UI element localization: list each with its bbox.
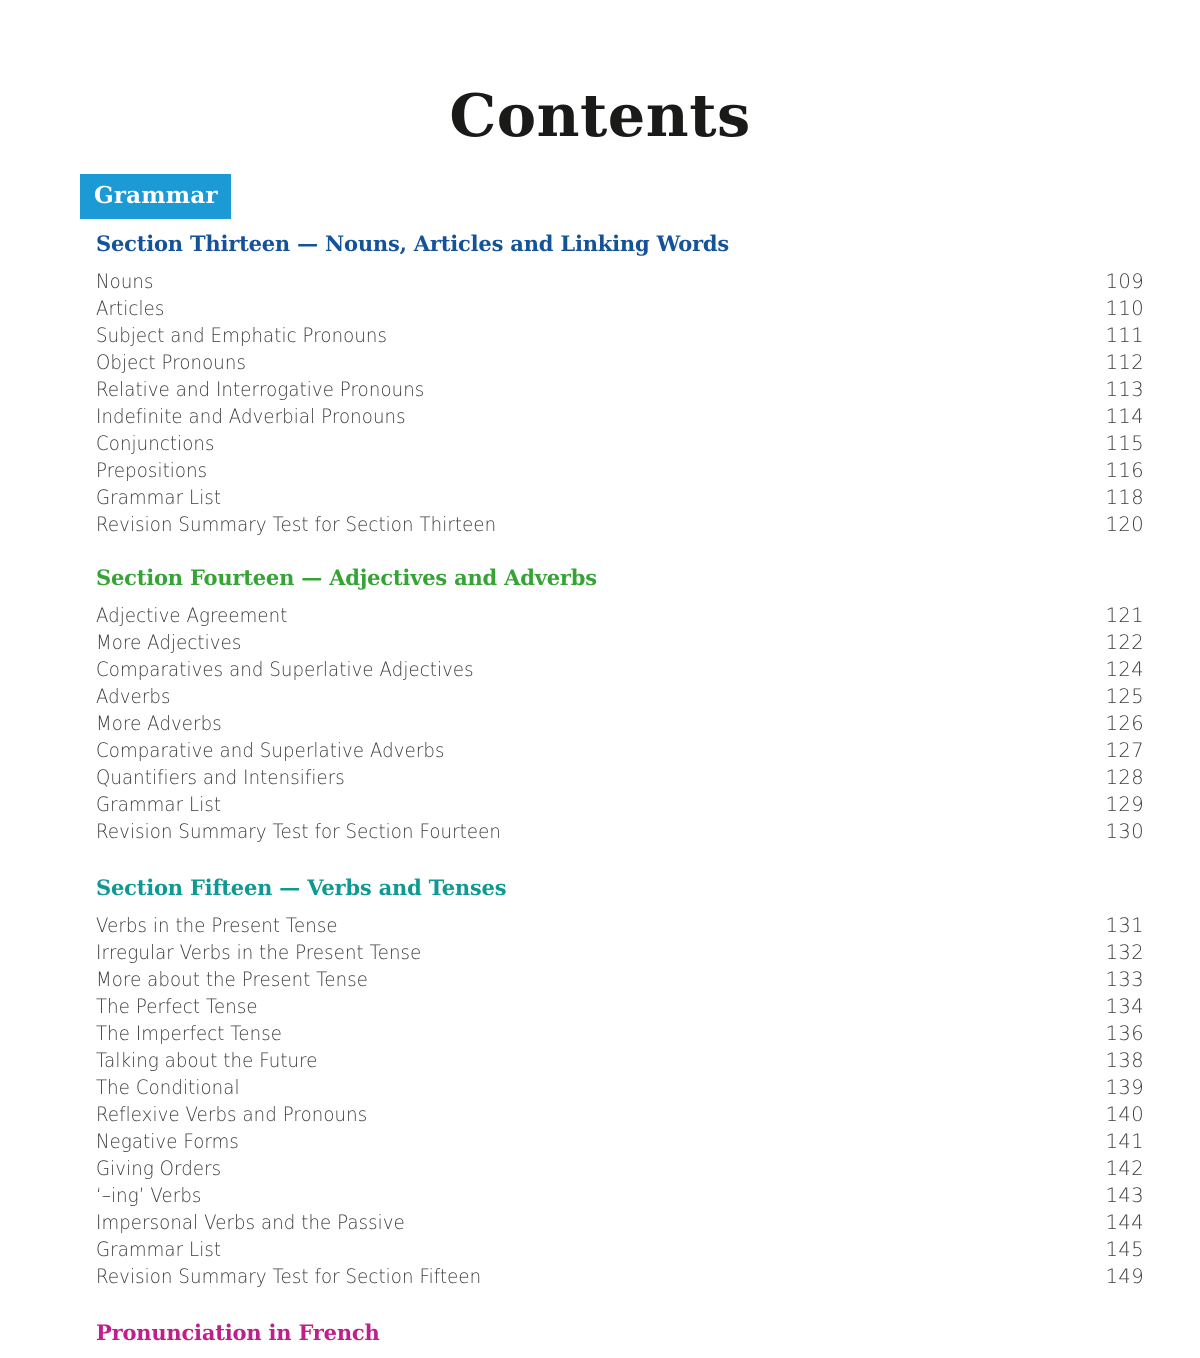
entry-title: Verbs in the Present Tense xyxy=(96,914,338,937)
entry-page-number: 114 xyxy=(1105,405,1144,428)
entry-title: Comparative and Superlative Adverbs xyxy=(96,739,445,762)
entry-page-number: 110 xyxy=(1105,297,1144,320)
leader-dots xyxy=(359,931,1098,932)
entry-page-number: 127 xyxy=(1105,739,1144,762)
entry-title: Quantifiers and Intensifiers xyxy=(96,766,345,789)
leader-dots xyxy=(161,287,1098,288)
entry-page-number: 149 xyxy=(1105,1265,1144,1288)
entry-title: More about the Present Tense xyxy=(96,968,369,991)
contents-section xyxy=(96,565,1144,845)
section-heading: Section Thirteen — Nouns, Articles and Linking Words xyxy=(96,231,730,256)
entry-page-number: 112 xyxy=(1105,351,1144,374)
contents-entry[interactable] xyxy=(96,457,1144,484)
contents-entry[interactable] xyxy=(96,268,1144,295)
entry-page-number: 133 xyxy=(1105,968,1144,991)
entry-title: Reflexive Verbs and Pronouns xyxy=(96,1103,368,1126)
entry-page-number: 124 xyxy=(1105,658,1144,681)
leader-dots xyxy=(219,476,1098,477)
entry-page-number: 113 xyxy=(1105,378,1144,401)
entry-title: Revision Summary Test for Section Fifteen xyxy=(96,1265,482,1288)
entry-page-number: 129 xyxy=(1105,793,1144,816)
contents-entry[interactable] xyxy=(96,629,1144,656)
leader-dots xyxy=(513,1282,1098,1283)
entry-page-number: 122 xyxy=(1105,631,1144,654)
entry-page-number: 111 xyxy=(1105,324,1144,347)
entry-title: Talking about the Future xyxy=(96,1049,318,1072)
page-title: Contents xyxy=(449,80,751,150)
contents-entry[interactable] xyxy=(96,376,1144,403)
leader-dots xyxy=(505,675,1098,676)
entry-title: Nouns xyxy=(96,270,154,293)
contents-entry[interactable] xyxy=(96,484,1144,511)
leader-dots xyxy=(273,1012,1098,1013)
entry-title: Negative Forms xyxy=(96,1130,239,1153)
entry-title: Comparatives and Superlative Adjectives xyxy=(96,658,474,681)
contents-entry[interactable] xyxy=(96,683,1144,710)
entry-title: ‘–ing’ Verbs xyxy=(96,1184,202,1207)
contents-entry[interactable] xyxy=(96,1236,1144,1263)
entry-page-number: 141 xyxy=(1105,1130,1144,1153)
category-badge-row xyxy=(80,174,231,219)
leader-dots xyxy=(431,1228,1098,1229)
contents-entry[interactable] xyxy=(96,1209,1144,1236)
contents-entry[interactable] xyxy=(96,349,1144,376)
leader-dots xyxy=(452,395,1098,396)
contents-entry[interactable] xyxy=(96,939,1144,966)
section-heading: Section Fourteen — Adjectives and Adverbs xyxy=(96,565,597,590)
leader-dots xyxy=(449,958,1098,959)
section-entry-list xyxy=(96,602,1144,845)
entry-page-number: 115 xyxy=(1105,432,1144,455)
leader-dots xyxy=(412,341,1098,342)
contents-entry[interactable] xyxy=(96,430,1144,457)
entry-title: Giving Orders xyxy=(96,1157,222,1180)
entry-page-number: 143 xyxy=(1105,1184,1144,1207)
entry-title: Impersonal Verbs and the Passive xyxy=(96,1211,405,1234)
contents-entry[interactable] xyxy=(96,322,1144,349)
entry-title: Subject and Emphatic Pronouns xyxy=(96,324,388,347)
leader-dots xyxy=(173,314,1098,315)
leader-dots xyxy=(260,368,1098,369)
contents-entry[interactable] xyxy=(96,966,1144,993)
entry-page-number: 145 xyxy=(1105,1238,1144,1261)
contents-section xyxy=(96,231,1144,538)
leader-dots xyxy=(305,621,1098,622)
leader-dots xyxy=(337,1066,1098,1067)
contents-entry[interactable] xyxy=(96,1074,1144,1101)
entry-title: Indefinite and Adverbial Pronouns xyxy=(96,405,406,428)
entry-page-number: 131 xyxy=(1105,914,1144,937)
entry-title: The Imperfect Tense xyxy=(96,1022,283,1045)
entry-page-number: 125 xyxy=(1105,685,1144,708)
section-heading: Pronunciation in French xyxy=(96,1320,380,1345)
entry-page-number: 139 xyxy=(1105,1076,1144,1099)
contents-entry[interactable] xyxy=(96,1155,1144,1182)
entry-page-number: 109 xyxy=(1105,270,1144,293)
entry-title: Relative and Interrogative Pronouns xyxy=(96,378,425,401)
entry-page-number: 142 xyxy=(1105,1157,1144,1180)
entry-title: More Adverbs xyxy=(96,712,222,735)
leader-dots xyxy=(432,422,1098,423)
leader-dots xyxy=(234,1174,1098,1175)
entry-title: Grammar List xyxy=(96,1238,222,1261)
leader-dots xyxy=(474,756,1098,757)
entry-title: Revision Summary Test for Section Fourteen xyxy=(96,820,501,843)
entry-title: Conjunctions xyxy=(96,432,215,455)
entry-page-number: 116 xyxy=(1105,459,1144,482)
entry-page-number: 138 xyxy=(1105,1049,1144,1072)
section-heading: Section Fifteen — Verbs and Tenses xyxy=(96,875,507,900)
entry-page-number: 130 xyxy=(1105,820,1144,843)
leader-dots xyxy=(529,530,1098,531)
leader-dots xyxy=(234,1255,1098,1256)
entry-title: Revision Summary Test for Section Thirteen xyxy=(96,513,497,536)
contents-entry[interactable] xyxy=(96,656,1144,683)
leader-dots xyxy=(234,810,1098,811)
entry-title: Object Pronouns xyxy=(96,351,247,374)
leader-dots xyxy=(534,837,1098,838)
leader-dots xyxy=(299,1039,1098,1040)
entry-page-number: 140 xyxy=(1105,1103,1144,1126)
contents-entry[interactable] xyxy=(96,295,1144,322)
contents-entry[interactable] xyxy=(96,1020,1144,1047)
entry-page-number: 118 xyxy=(1105,486,1144,509)
leader-dots xyxy=(253,1147,1098,1148)
section-entry-list xyxy=(96,268,1144,538)
entry-title: Prepositions xyxy=(96,459,208,482)
entry-page-number: 121 xyxy=(1105,604,1144,627)
contents-entry[interactable] xyxy=(96,818,1144,845)
contents-entry[interactable] xyxy=(96,1263,1144,1290)
entry-title: The Conditional xyxy=(96,1076,240,1099)
contents-entry[interactable] xyxy=(96,710,1144,737)
entry-page-number: 126 xyxy=(1105,712,1144,735)
contents-entry[interactable] xyxy=(96,993,1144,1020)
entry-page-number: 132 xyxy=(1105,941,1144,964)
entry-title: Adjective Agreement xyxy=(96,604,288,627)
contents-list xyxy=(96,231,1144,1357)
contents-section xyxy=(96,1320,1144,1346)
entry-title: Grammar List xyxy=(96,793,222,816)
leader-dots xyxy=(179,702,1098,703)
entry-page-number: 136 xyxy=(1105,1022,1144,1045)
leader-dots xyxy=(367,783,1098,784)
entry-title: Grammar List xyxy=(96,486,222,509)
contents-entry[interactable] xyxy=(96,791,1144,818)
contents-section xyxy=(96,875,1144,1290)
leader-dots xyxy=(226,449,1098,450)
entry-title: The Perfect Tense xyxy=(96,995,258,1018)
contents-entry[interactable] xyxy=(96,1182,1144,1209)
entry-title: Adverbs xyxy=(96,685,171,708)
leader-dots xyxy=(391,1120,1098,1121)
contents-entry[interactable] xyxy=(96,511,1144,538)
contents-entry[interactable] xyxy=(96,912,1144,939)
entry-title: Articles xyxy=(96,297,165,320)
leader-dots xyxy=(255,648,1098,649)
section-entry-list xyxy=(96,912,1144,1290)
entry-page-number: 144 xyxy=(1105,1211,1144,1234)
entry-title: More Adjectives xyxy=(96,631,242,654)
entry-title: Irregular Verbs in the Present Tense xyxy=(96,941,422,964)
leader-dots xyxy=(212,1201,1098,1202)
contents-entry[interactable] xyxy=(96,602,1144,629)
entry-page-number: 128 xyxy=(1105,766,1144,789)
leader-dots xyxy=(234,729,1098,730)
contents-entry[interactable] xyxy=(96,1047,1144,1074)
entry-page-number: 120 xyxy=(1105,513,1144,536)
contents-entry[interactable] xyxy=(96,1128,1144,1155)
contents-entry[interactable] xyxy=(96,764,1144,791)
contents-entry[interactable] xyxy=(96,403,1144,430)
contents-entry[interactable] xyxy=(96,1101,1144,1128)
contents-entry[interactable] xyxy=(96,737,1144,764)
leader-dots xyxy=(234,503,1098,504)
entry-page-number: 134 xyxy=(1105,995,1144,1018)
category-badge-grammar: Grammar xyxy=(80,174,231,219)
leader-dots xyxy=(391,985,1098,986)
leader-dots xyxy=(253,1093,1098,1094)
